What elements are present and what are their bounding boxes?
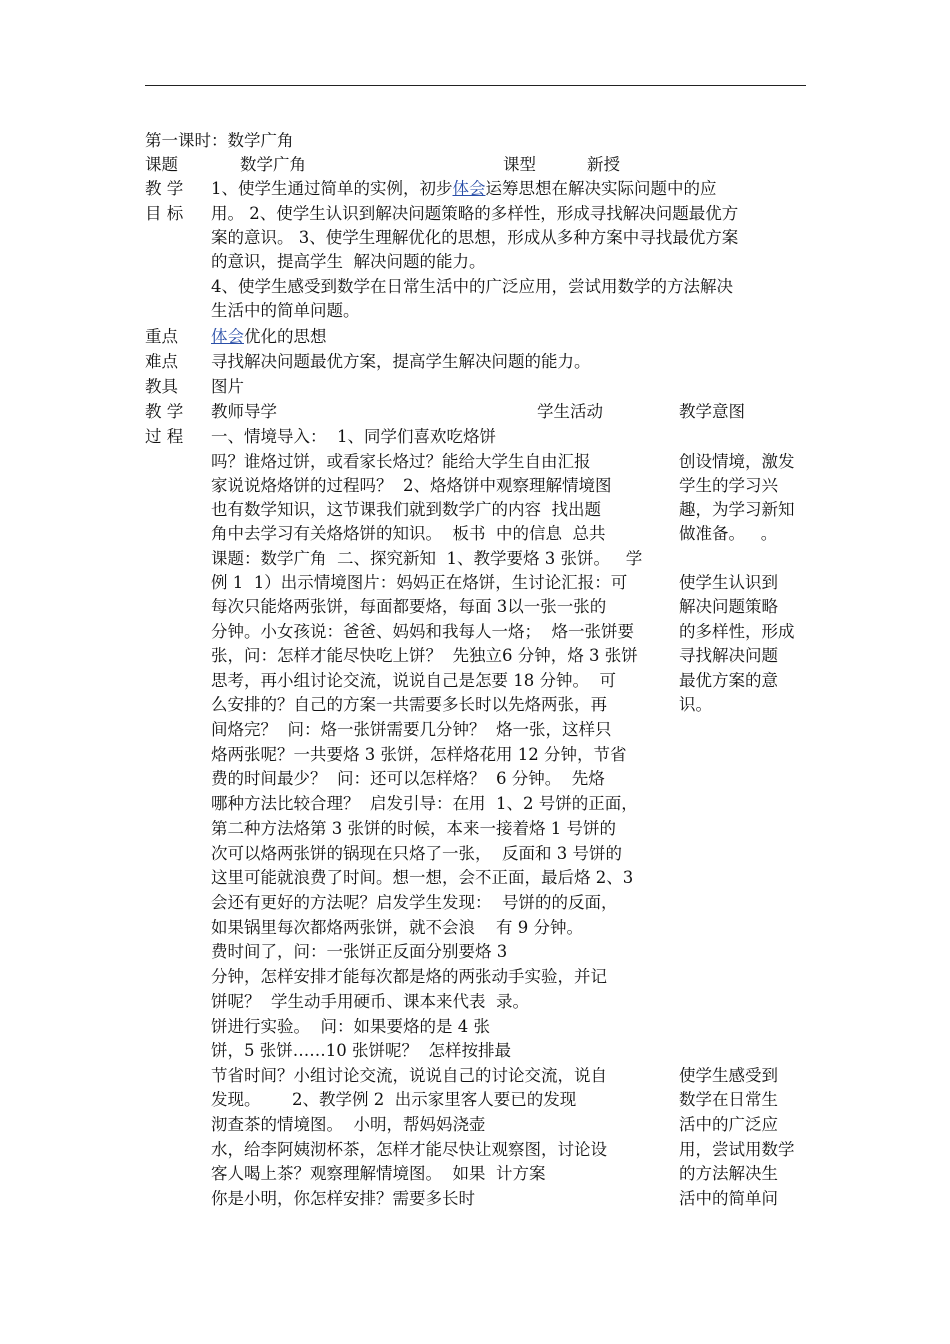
text-line: 费的时间最少？ 问：还可以怎样烙？ 6 分钟。 先烙 [211, 769, 605, 788]
text-line: 图片 [211, 377, 244, 396]
text-line: 创设情境，激发 [679, 452, 795, 471]
text-line: 第二种方法烙第 3 张饼的时候，本来一接着烙 1 号饼的 [211, 819, 616, 838]
text-line: 饼进行实验。 问：如果要烙的是 4 张 [211, 1017, 490, 1036]
text-line: 家说说烙烙饼的过程吗？ 2、烙烙饼中观察理解情境图 [211, 476, 612, 495]
text-line: 费时间了，问：一张饼正反面分别要烙 3 [211, 942, 508, 961]
text-line: 解决问题策略 [679, 597, 778, 616]
text-line: 的意识，提高学生 解决问题的能力。 [211, 252, 486, 271]
text-line: 发现。 2、教学例 2 出示家里客人要已的发现 [211, 1090, 577, 1109]
text-line: 教 学 [145, 402, 184, 421]
hyperlink[interactable]: 体会 [211, 327, 244, 346]
text-line: 第一课时：数学广角 [145, 131, 294, 150]
text-line: 数学广角 [240, 155, 306, 174]
text-line: 每次只能烙两张饼，每面都要烙，每面 3以一张一张的 [211, 597, 607, 616]
text-line: 分钟。小女孩说：爸爸、妈妈和我每人一烙； 烙一张饼要 [211, 622, 634, 641]
text-line: 案的意识。 3、使学生理解优化的思想，形成从多种方案中寻找最优方案 [211, 228, 739, 247]
text-line: 间烙完？ 问：烙一张饼需要几分钟？ 烙一张，这样只 [211, 720, 612, 739]
text-line: 使学生认识到 [679, 573, 778, 592]
text-line: 水，给李阿姨沏杯茶，怎样才能尽快让观察图，讨论设 [211, 1140, 607, 1159]
text-line: 生活中的简单问题。 [211, 301, 360, 320]
text-line: 用。 2、使学生认识到解决问题策略的多样性，形成寻找解决问题最优方 [211, 204, 739, 223]
text-line: 重点 [145, 327, 178, 346]
text-line: 饼呢？ 学生动手用硬币、课本来代表 录。 [211, 992, 529, 1011]
text-line: 用，尝试用数学 [679, 1140, 795, 1159]
text-line: 客人喝上茶？观察理解情境图。 如果 计方案 [211, 1164, 546, 1183]
text-line: 张，问：怎样才能尽快吃上饼？ 先独立6 分钟，烙 3 张饼 [211, 646, 638, 665]
text-line: 识。 [679, 695, 712, 714]
text-line: 学生活动 [537, 402, 603, 421]
header-rule [145, 85, 806, 86]
text-line: 你是小明，你怎样安排？需要多长时 [211, 1189, 475, 1208]
text-line: 的方法解决生 [679, 1164, 778, 1183]
text-line: 寻找解决问题 [679, 646, 778, 665]
text-segment: 1、使学生通过简单的实例，初步 [211, 179, 453, 198]
text-line: 使学生感受到 [679, 1066, 778, 1085]
text-line: 烙两张呢？一共要烙 3 张饼，怎样烙花用 12 分钟，节省 [211, 745, 627, 764]
text-line: 最优方案的意 [679, 671, 778, 690]
text-line: 节省时间？小组讨论交流，说说自己的讨论交流，说自 [211, 1066, 607, 1085]
text-line: 活中的简单问 [679, 1189, 778, 1208]
text-line: 如果锅里每次都烙两张饼，就不会浪 有 9 分钟。 [211, 918, 583, 937]
text-line: 课题：数学广角 二、探究新知 1、教学要烙 3 张饼。 学 [211, 549, 643, 568]
text-line: 一、情境导入： 1、同学们喜欢吃烙饼 [211, 427, 496, 446]
text-segment: 优化的思想 [244, 327, 327, 346]
text-line: 教具 [145, 377, 178, 396]
hyperlink[interactable]: 体会 [452, 179, 486, 198]
text-line: 次可以烙两张饼的锅现在只烙了一张， 反面和 3 号饼的 [211, 844, 622, 863]
text-line: 课型 [503, 155, 536, 174]
text-line: 角中去学习有关烙烙饼的知识。 板书 中的信息 总共 [211, 524, 606, 543]
text-line: 过 程 [145, 427, 184, 446]
text-line: 活中的广泛应 [679, 1115, 778, 1134]
text-line: 4、使学生感受到数学在日常生活中的广泛应用，尝试用数学的方法解决 [211, 277, 733, 296]
text-line: 教学意图 [679, 402, 745, 421]
text-line: 么安排的？自己的方案一共需要多长时以先烙两张，再 [211, 695, 607, 714]
text-line: 这里可能就浪费了时间。想一想，会不正面，最后烙 2、3 [211, 868, 634, 887]
text-line: 新授 [587, 155, 620, 174]
text-line: 寻找解决问题最优方案，提高学生解决问题的能力。 [211, 352, 591, 371]
text-line: 教师导学 [211, 402, 277, 421]
text-segment: 运筹思想在解决实际问题中的应 [485, 179, 717, 198]
text-line: 哪种方法比较合理？ 启发引导：在用 1、2 号饼的正面， [211, 794, 638, 813]
text-line: 也有数学知识，这节课我们就到数学广的内容 找出题 [211, 500, 601, 519]
text-line: 思考，再小组讨论交流，说说自己是怎要 18 分钟。 可 [211, 671, 616, 690]
text-line: 学生的学习兴 [679, 476, 778, 495]
text-line: 吗？谁烙过饼，或看家长烙过？能给大学生自由汇报 [211, 452, 591, 471]
text-line: 例 1 1）出示情境图片：妈妈正在烙饼，生讨论汇报：可 [211, 573, 628, 592]
text-line [211, 177, 717, 201]
text-line: 沏查茶的情境图。 小明，帮妈妈浇壶 [211, 1115, 486, 1134]
text-line: 做准备。 。 [679, 524, 778, 543]
text-line: 数学在日常生 [679, 1090, 778, 1109]
text-line: 难点 [145, 352, 178, 371]
text-line [211, 325, 327, 349]
text-line: 目 标 [145, 204, 184, 223]
text-line: 教 学 [145, 179, 184, 198]
text-line: 课题 [145, 155, 178, 174]
text-line: 会还有更好的方法呢？启发学生发现： 号饼的的反面， [211, 893, 618, 912]
text-line: 的多样性，形成 [679, 622, 795, 641]
text-line: 饼，5 张饼……10 张饼呢？ 怎样按排最 [211, 1041, 511, 1060]
text-line: 分钟，怎样安排才能每次都是烙的两张动手实验，并记 [211, 967, 607, 986]
text-line: 趣，为学习新知 [679, 500, 795, 519]
